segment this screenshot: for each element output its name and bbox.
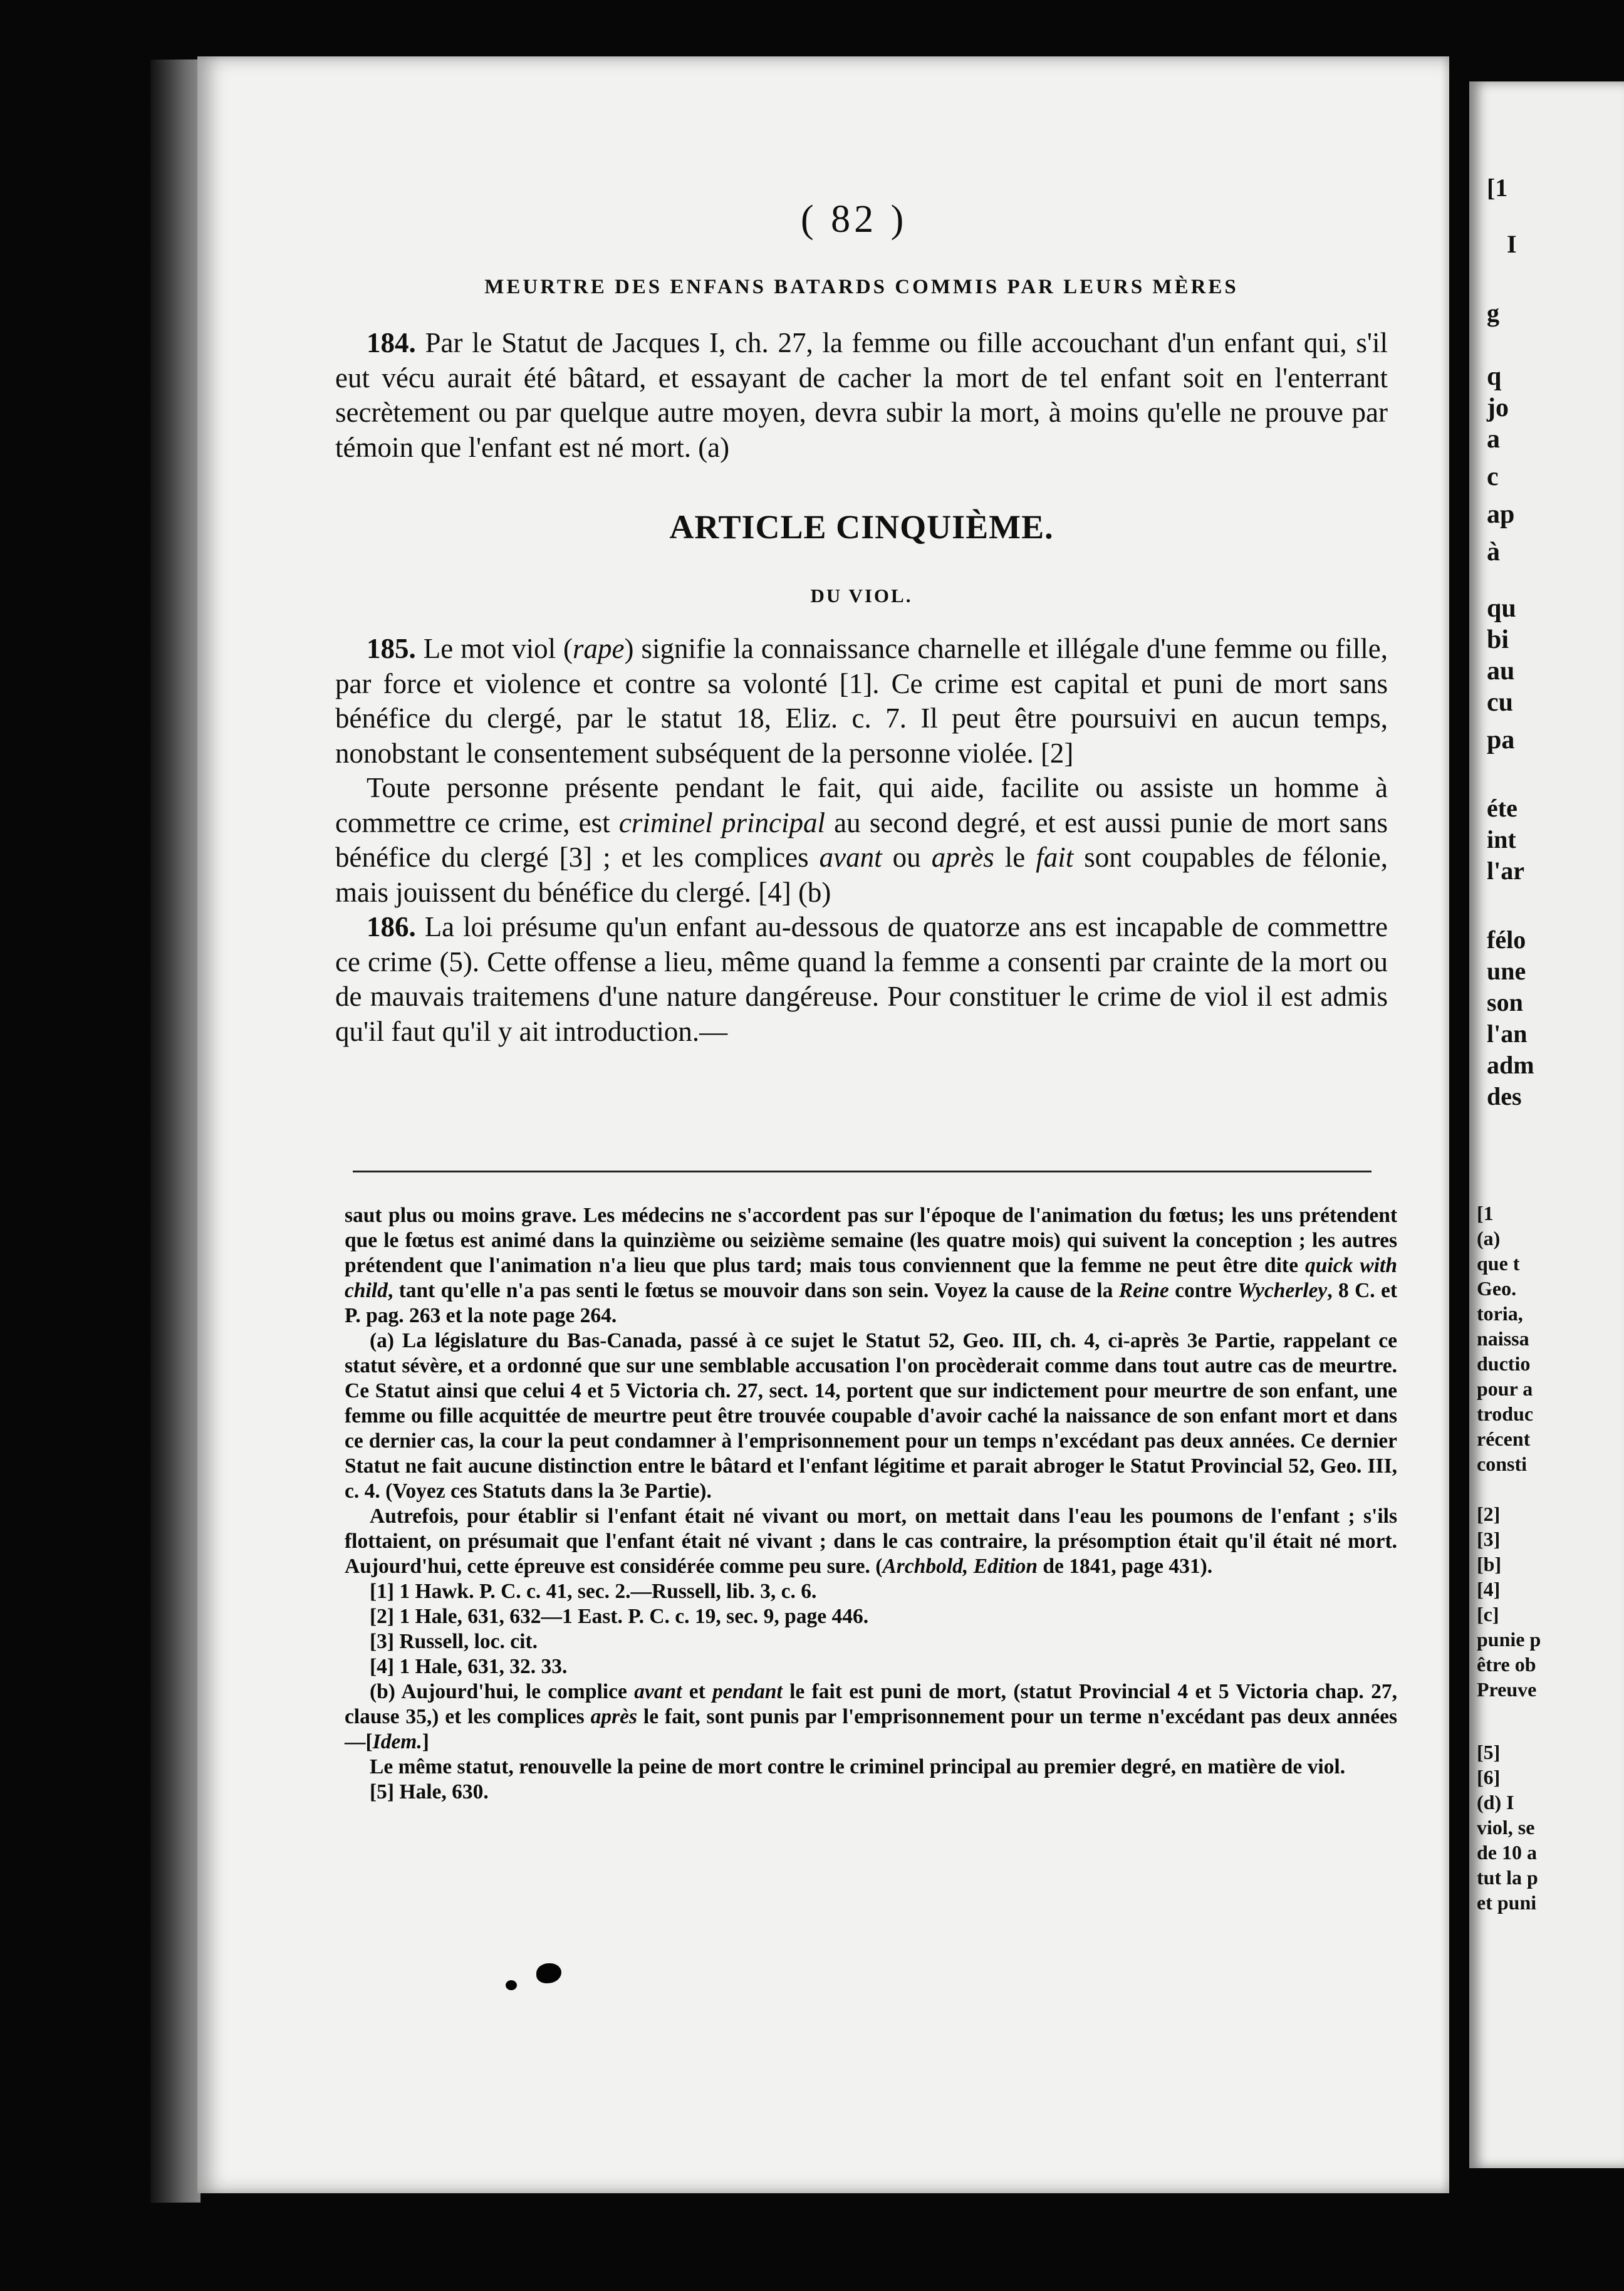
right-page-fragment: viol, se [1477, 1816, 1535, 1839]
italic-term: après [931, 842, 994, 873]
right-page-fragment: q [1487, 362, 1502, 391]
right-page-fragment: bi [1487, 625, 1509, 654]
right-page-fragment: adm [1487, 1051, 1534, 1079]
right-page-fragment: [5] [1477, 1741, 1501, 1763]
right-page-fragment: des [1487, 1082, 1522, 1110]
right-page-fragment: [6] [1477, 1766, 1501, 1788]
right-page-fragment: être ob [1477, 1653, 1536, 1676]
right-page-fragment: consti [1477, 1453, 1527, 1475]
right-page-fragment: félo [1487, 926, 1526, 954]
right-page-edge [1469, 81, 1624, 2168]
footnote-text: contre [1169, 1279, 1238, 1302]
paragraph-185 [335, 632, 1388, 771]
right-page-fragment: a [1487, 425, 1500, 454]
right-page-fragment: Geo. [1477, 1277, 1517, 1300]
ink-blot [506, 1980, 517, 1990]
italic-term: Archbold, Edition [882, 1555, 1038, 1578]
right-page-fragment: g [1487, 299, 1499, 327]
right-page-fragment: à [1487, 538, 1500, 566]
right-page-fragment: pa [1487, 726, 1515, 754]
paragraph-184-block [335, 326, 1388, 465]
right-page-fragment: troduc [1477, 1402, 1534, 1425]
right-page-fragment: jo [1487, 394, 1509, 422]
right-page-fragment: punie p [1477, 1628, 1541, 1651]
footnote-autrefois [345, 1504, 1397, 1579]
right-page-fragment: Preuve [1477, 1678, 1537, 1701]
left-page [197, 56, 1449, 2193]
paragraph-text: le [994, 842, 1036, 873]
right-page-fragment: [1 [1477, 1202, 1494, 1224]
right-page-fragment: une [1487, 957, 1526, 985]
footnote-text: , tant qu'elle n'a pas senti le fœtus se mouvoir dans son sein. Voyez la cause de la [387, 1279, 1119, 1302]
right-page-fragment: c [1487, 462, 1499, 491]
footnote-b [345, 1679, 1397, 1755]
right-page-fragment: récent [1477, 1427, 1531, 1450]
italic-term: quick with child [345, 1254, 1397, 1302]
italic-term: avant [634, 1680, 682, 1703]
right-page-fragment: [4] [1477, 1578, 1501, 1600]
ink-blot [536, 1963, 561, 1983]
section-title: DU VIOL. [810, 585, 913, 607]
right-page-fragment: au [1487, 657, 1515, 686]
paragraph-number: 186. [367, 911, 416, 942]
main-text-block [335, 632, 1388, 1049]
right-page-fragment: pour a [1477, 1377, 1533, 1400]
page-number: ( 82 ) [801, 198, 908, 241]
right-page-fragment: et puni [1477, 1891, 1537, 1914]
paragraph-number: 185. [367, 633, 416, 664]
footnote-text: , 8 C. et P. pag. 263 et la note page 264. [345, 1279, 1397, 1327]
footnote-text: saut plus ou moins grave. Les médecins ne s'accordent pas sur l'époque de l'animation du fœtus; les uns prétendent que le fœtus est animé dans la quinzième ou seizième semaine (les quatre mois) qui suivent la conception ; les autres prétendent que l'animation n'a lieu que plus tard; mais tous conviennent que la femme ne peut être dite [345, 1204, 1397, 1277]
paragraph-text: sont coupables de félonie, mais jouissent du bénéfice du clergé. [4] (b) [335, 842, 1388, 908]
italic-term: criminel principal [618, 806, 825, 838]
right-page-fragment: [2] [1477, 1503, 1501, 1525]
right-page-fragment: éte [1487, 794, 1517, 822]
italic-term: après [590, 1705, 638, 1728]
citation-1: [1] 1 Hawk. P. C. c. 41, sec. 2.—Russell, lib. 3, c. 6. [370, 1580, 817, 1603]
right-page-fragment: tut la p [1477, 1866, 1538, 1889]
footnote-text: ] [422, 1730, 429, 1753]
article-title: ARTICLE CINQUIÈME. [669, 508, 1054, 546]
running-head: MEURTRE DES ENFANS BATARDS COMMIS PAR LEURS MÈRES [484, 276, 1239, 298]
footnote-continuation [345, 1203, 1397, 1328]
footnote-text: le fait est puni de mort, (statut Provincial 4 et 5 Victoria chap. 27, clause 35,) et les complices [345, 1680, 1397, 1728]
citation-2: [2] 1 Hale, 631, 632—1 East. P. C. c. 19, sec. 9, page 446. [370, 1605, 869, 1628]
right-page-fragment: ductio [1477, 1352, 1531, 1375]
right-page-fragment: qu [1487, 594, 1516, 623]
paragraph-text: Par le Statut de Jacques I, ch. 27, la femme ou fille accouchant d'un enfant qui, s'il eut vécu aurait été bâtard, et essayant de cacher la mort de tel enfant soit en l'enterrant secrètement ou par quelque autre moyen, devra subir la mort, à moins qu'elle ne prouve par témoin que l'enfant est né mort. (a) [335, 327, 1388, 463]
italic-term: fait [1036, 842, 1074, 873]
right-page-fragment: son [1487, 988, 1523, 1016]
right-page-fragment: int [1487, 825, 1516, 853]
footnote-text: Autrefois, pour établir si l'enfant était né vivant ou mort, on mettait dans l'eau les poumons de l'enfant ; s'ils flottaient, on présumait que l'enfant était né vivant ; dans le cas contraire, la présomption était qu'il était né mort. Aujourd'hui, cette épreuve est considérée comme peu sure. ( [345, 1505, 1397, 1578]
right-page-fragment: [3] [1477, 1528, 1501, 1550]
footnote-text: et [682, 1680, 713, 1703]
italic-term: Wycherley [1237, 1279, 1328, 1302]
italic-term: avant [819, 842, 882, 873]
paragraph-text: La loi présume qu'un enfant au-dessous de quatorze ans est incapable de commettre ce crime (5). Cette offense a lieu, même quand la femme a consenti par crainte de la mort ou de mauvais traitemens d'une nature dangéreuse. Pour constituer le crime de viol il est admis qu'il faut qu'il y ait introduction.— [335, 911, 1388, 1047]
footnotes [345, 1203, 1397, 1805]
paragraph-text: ) signifie la connaissance charnelle et illégale d'une femme ou fille, par force et violence et contre sa volonté [1]. Ce crime est capital et puni de mort sans bénéfice du clergé, par le statut 18, Eliz. c. 7. Il peut être poursuivi en aucun temps, nonobstant le consentement subséquent de la personne violée. [2] [335, 633, 1388, 769]
book-spine [150, 60, 200, 2203]
right-page-fragment: toria, [1477, 1302, 1523, 1325]
right-page-fragment: ap [1487, 500, 1515, 529]
right-page-fragment: [1 [1487, 174, 1508, 202]
footnote-a: (a) La législature du Bas-Canada, passé à ce sujet le Statut 52, Geo. III, ch. 4, ci-après 3e Partie, rappelant ce statut sévère, et a ordonné que sur une semblable accusation l'on procèderait comme dans tout autre cas de meurtre. Ce Statut ainsi que celui 4 et 5 Victoria ch. 27, sect. 14, portent que sur indictement pour meurtre de son enfant, une femme ou fille acquittée de meurtre peut être trouvée coupable d'avoir caché la naissance de son enfant mort et dans ce dernier cas, la cour la peut condamner à l'emprisonnement pour un temps n'excédant pas deux années. Ce dernier Statut ne fait aucune distinction entre le bâtard et l'enfant légitime et parait abroger le Statut Provincial 52, Geo. III, c. 4. (Voyez ces Statuts dans la 3e Partie). [345, 1329, 1397, 1503]
footnote-meme-statut: Le même statut, renouvelle la peine de mort contre le criminel principal au premier degré, en matière de viol. [370, 1755, 1346, 1778]
footnote-text: (b) Aujourd'hui, le complice [370, 1680, 635, 1703]
paragraph-toute-personne [335, 771, 1388, 910]
right-page-fragment: [b] [1477, 1553, 1502, 1575]
right-page-fragment: de 10 a [1477, 1841, 1537, 1864]
paragraph-184 [335, 326, 1388, 465]
paragraph-text: Le mot viol ( [415, 633, 573, 664]
italic-term: Reine [1118, 1279, 1169, 1302]
italic-term: rape [573, 633, 625, 664]
right-page-fragment: (a) [1477, 1227, 1501, 1250]
italic-term: Idem. [372, 1730, 422, 1753]
paragraph-text: au second degré, et est aussi punie de mort sans bénéfice du clergé [3] ; et les complices [335, 806, 1388, 873]
italic-term: pendant [712, 1680, 783, 1703]
right-page-fragment: l'an [1487, 1020, 1528, 1048]
citation-3: [3] Russell, loc. cit. [370, 1630, 538, 1653]
paragraph-number: 184. [367, 327, 416, 358]
citation-4: [4] 1 Hale, 631, 32. 33. [370, 1655, 568, 1678]
footnote-separator [353, 1171, 1372, 1172]
right-page-fragment: l'ar [1487, 857, 1524, 885]
right-page-fragment: (d) I [1477, 1791, 1514, 1813]
footnote-text: le fait, sont punis par l'emprisonnement pour un terme n'excédant pas deux années—[ [345, 1705, 1397, 1753]
paragraph-text: ou [882, 842, 932, 873]
right-page-fragment: cu [1487, 688, 1513, 717]
citation-5: [5] Hale, 630. [370, 1780, 489, 1803]
right-page-fragment: [c] [1477, 1603, 1499, 1626]
paragraph-186 [335, 910, 1388, 1049]
right-page-fragment: naissa [1477, 1327, 1529, 1350]
paragraph-text: Toute personne présente pendant le fait, qui aide, facilite ou assiste un homme à commettre ce crime, est [335, 772, 1388, 838]
right-page-fragment: que t [1477, 1252, 1520, 1275]
right-page-fragment: I [1507, 230, 1517, 258]
footnote-text: de 1841, page 431). [1038, 1555, 1213, 1578]
